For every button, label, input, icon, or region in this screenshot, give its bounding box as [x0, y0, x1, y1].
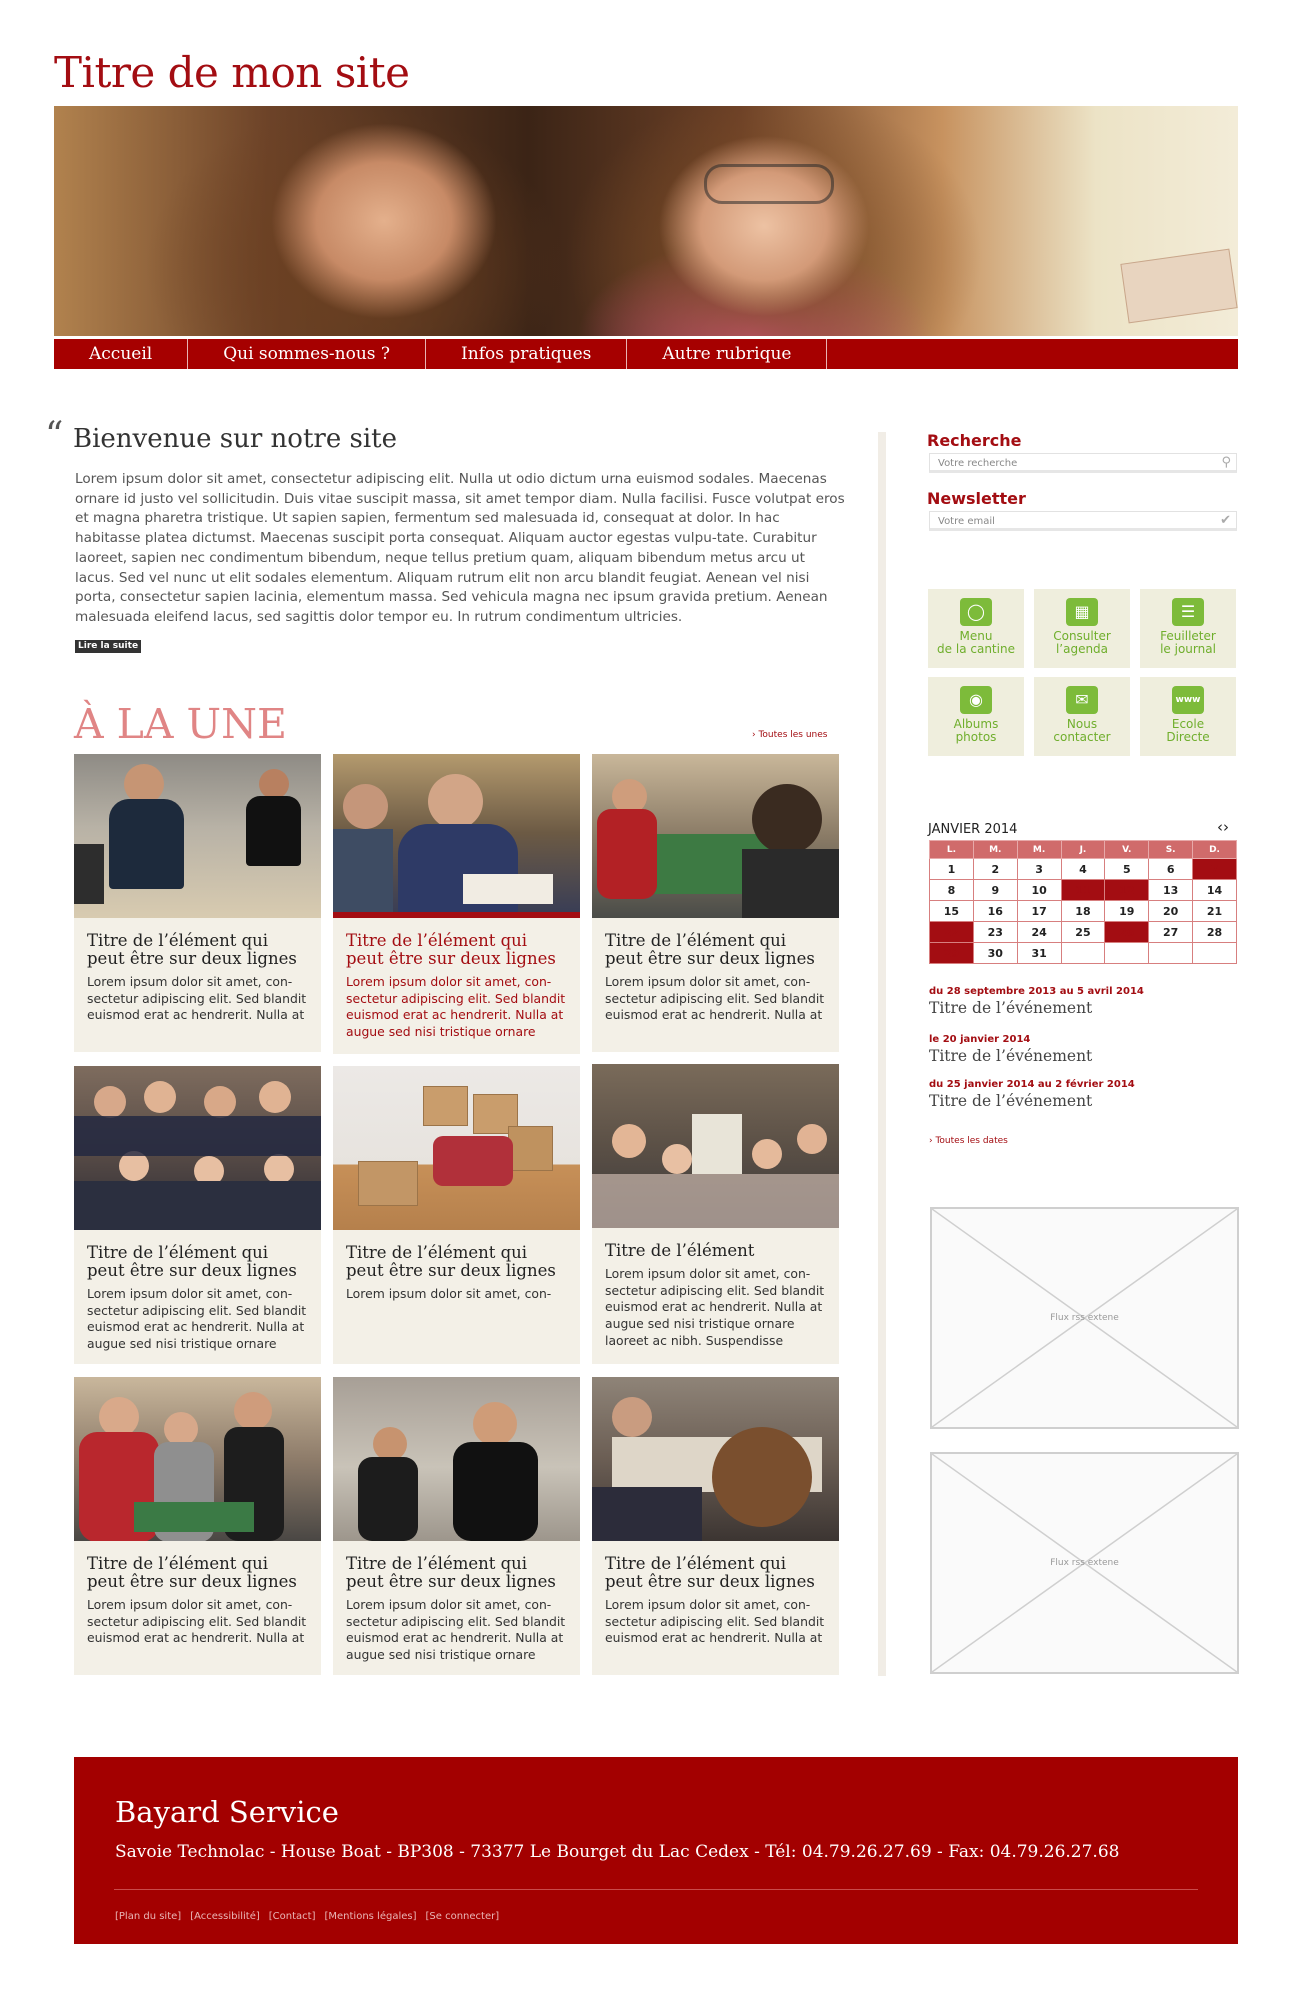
- www-icon: www: [1172, 686, 1204, 714]
- news-card[interactable]: [592, 1064, 839, 1364]
- banner-glasses-detail: [704, 164, 834, 204]
- footer-title: Bayard Service: [115, 1795, 339, 1829]
- calendar-day[interactable]: 11: [1061, 880, 1105, 901]
- journal-icon: ☰: [1172, 598, 1204, 626]
- column-divider: [878, 432, 886, 1676]
- calendar-day[interactable]: 16: [973, 901, 1017, 922]
- tile-agenda[interactable]: [1034, 589, 1130, 668]
- calendar-day-header: S.: [1149, 841, 1193, 859]
- tile-label: Feuilleter le journal: [1160, 629, 1216, 656]
- check-icon[interactable]: ✔: [1220, 513, 1231, 528]
- card-text: Lorem ipsum dolor sit amet, con-: [346, 1286, 552, 1301]
- calendar-day[interactable]: 17: [1017, 901, 1061, 922]
- site-title[interactable]: Titre de mon site: [54, 48, 410, 97]
- calendar-day[interactable]: 23: [973, 922, 1017, 943]
- calendar-day[interactable]: 9: [973, 880, 1017, 901]
- calendar-day[interactable]: 5: [1105, 859, 1149, 880]
- calendar-empty-cell: [1105, 943, 1149, 964]
- welcome-text: Lorem ipsum dolor sit amet, consectetur adipiscing elit. Nulla ut odio dictum urna euismod sodales. Maecenas ornare id justo vel sollicitudin. Duis vitae suscipit massa, sit amet tempor diam. Nulla facilisi. Fusce volutpat eros et magna pharetra tristique. Ut sapien sapien, fermentum sed malesuada id, consequat at dolor. In hac habitasse platea dictumst. Maecenas suscipit porta consequat. Aliquam auctor egestas vulpu-tate. Curabitur laoreet, sapien nec condimentum bibendum, neque tellus pretium quam, aliquam bibendum metus arcu ut lacus. Sed vel nunc ut elit sodales elementum. Aliquam rutrum elit non arcu blandit feugiat. Aenean vel nisi porta, consectetur sapien lacinia, elementum massa. Sed vehicula magna nec ipsum gravida pretium. Aenean malesuada eleifend lacus, sed sagittis dolor tempor eu. In rutrum condimentum ultricies.: [75, 471, 845, 625]
- calendar-empty-cell: [1061, 943, 1105, 964]
- news-card[interactable]: [592, 754, 839, 1052]
- read-more-button[interactable]: Lire la suite: [75, 640, 141, 653]
- nav-item-autre-rubrique[interactable]: Autre rubrique: [627, 339, 827, 369]
- newsletter-placeholder: Votre email: [938, 516, 995, 527]
- search-icon[interactable]: ⚲: [1221, 455, 1231, 470]
- card-text: Lorem ipsum dolor sit amet, con-sectetur adipiscing elit. Sed blandit euismod erat ac hendrerit. Nulla at augue sed nisi tristique ornare: [346, 974, 566, 1040]
- calendar-day[interactable]: 6: [1149, 859, 1193, 880]
- camera-icon: ◉: [960, 686, 992, 714]
- calendar-day[interactable]: 26: [1105, 922, 1149, 943]
- card-photo: [333, 754, 580, 918]
- rss-feed-placeholder: [930, 1207, 1239, 1429]
- footer-address: Savoie Technolac - House Boat - BP308 - 73377 Le Bourget du Lac Cedex - Tél: 04.79.26.27.69 - Fax: 04.79.26.27.68: [115, 1842, 1120, 1862]
- search-input[interactable]: [929, 453, 1237, 473]
- calendar-day-header: J.: [1061, 841, 1105, 859]
- calendar-day[interactable]: 8: [930, 880, 974, 901]
- tile-journal[interactable]: [1140, 589, 1236, 668]
- main-nav: [54, 339, 1238, 369]
- rss-feed-placeholder: [930, 1452, 1239, 1674]
- card-title: Titre de l’élément: [605, 1241, 755, 1260]
- tile-label: Consulter l’agenda: [1053, 629, 1111, 656]
- welcome-title: Bienvenue sur notre site: [73, 424, 397, 454]
- quote-icon: “: [45, 415, 64, 456]
- card-photo: [74, 1377, 321, 1541]
- calendar-day[interactable]: 25: [1061, 922, 1105, 943]
- event-date: du 25 janvier 2014 au 2 février 2014: [929, 1079, 1135, 1090]
- calendar-day[interactable]: 27: [1149, 922, 1193, 943]
- calendar-day-header: D.: [1193, 841, 1237, 859]
- card-photo: [333, 1377, 580, 1541]
- tile-label: Albums photos: [953, 717, 999, 744]
- card-text: Lorem ipsum dolor sit amet, con-sectetur adipiscing elit. Sed blandit euismod erat ac hendrerit. Nulla at augue sed nisi tristique ornare: [87, 1286, 307, 1352]
- calendar-prev-icon[interactable]: ‹: [1217, 818, 1223, 836]
- footer-divider: [114, 1889, 1198, 1890]
- calendar-day[interactable]: 15: [930, 901, 974, 922]
- cutlery-icon: ◯: [960, 598, 992, 626]
- all-une-link[interactable]: › Toutes les unes: [752, 730, 828, 740]
- card-title: Titre de l’élément qui peut être sur deux lignes: [605, 931, 815, 968]
- card-text: Lorem ipsum dolor sit amet, con-sectetur adipiscing elit. Sed blandit euismod erat ac hendrerit. Nulla at augue sed nisi tristique ornare laoreet ac nibh. Suspendisse: [605, 1266, 825, 1348]
- calendar-day[interactable]: 3: [1017, 859, 1061, 880]
- nav-item-qui-sommes-nous[interactable]: Qui sommes-nous ?: [188, 339, 426, 369]
- calendar-day[interactable]: 4: [1061, 859, 1105, 880]
- calendar-day[interactable]: 30: [973, 943, 1017, 964]
- nav-item-infos-pratiques[interactable]: Infos pratiques: [426, 339, 627, 369]
- card-photo: [74, 1066, 321, 1230]
- calendar-day-header: M.: [973, 841, 1017, 859]
- tile-albums-photos[interactable]: [928, 677, 1024, 756]
- card-photo: [592, 1064, 839, 1228]
- calendar-nav: [1217, 818, 1229, 836]
- calendar-day[interactable]: 24: [1017, 922, 1061, 943]
- calendar-day[interactable]: 1: [930, 859, 974, 880]
- news-card[interactable]: [333, 754, 580, 1054]
- calendar-day[interactable]: 31: [1017, 943, 1061, 964]
- calendar-title: JANVIER 2014: [928, 822, 1018, 837]
- nav-item-accueil[interactable]: Accueil: [54, 339, 188, 369]
- rss-label: Flux rss extene: [1050, 1558, 1119, 1568]
- search-placeholder: Votre recherche: [938, 458, 1018, 469]
- calendar-empty-cell: [1193, 943, 1237, 964]
- all-dates-link[interactable]: › Toutes les dates: [929, 1136, 1008, 1146]
- news-card[interactable]: [333, 1377, 580, 1675]
- news-card[interactable]: [333, 1066, 580, 1364]
- tile-contact[interactable]: [1034, 677, 1130, 756]
- calendar-day[interactable]: 2: [973, 859, 1017, 880]
- calendar-day[interactable]: 22: [930, 922, 974, 943]
- newsletter-email-input[interactable]: [929, 511, 1237, 531]
- tile-label: Menu de la cantine: [937, 629, 1015, 656]
- news-card[interactable]: [74, 754, 321, 1052]
- card-photo: [333, 1066, 580, 1230]
- header-banner-photo: [54, 106, 1238, 336]
- card-title: Titre de l’élément qui peut être sur deux lignes: [605, 1554, 815, 1591]
- calendar-day[interactable]: 13: [1149, 880, 1193, 901]
- card-title: Titre de l’élément qui peut être sur deux lignes: [87, 1243, 297, 1280]
- calendar-next-icon[interactable]: ›: [1223, 818, 1229, 836]
- calendar-empty-cell: [1149, 943, 1193, 964]
- tile-ecole-directe[interactable]: [1140, 677, 1236, 756]
- news-card[interactable]: [592, 1377, 839, 1675]
- search-label: Recherche: [927, 431, 1022, 450]
- card-photo: [74, 754, 321, 918]
- calendar-day[interactable]: 28: [1193, 922, 1237, 943]
- event-title[interactable]: Titre de l’événement: [929, 999, 1093, 1017]
- card-title: Titre de l’élément qui peut être sur deux lignes: [87, 931, 297, 968]
- card-text: Lorem ipsum dolor sit amet, con-sectetur adipiscing elit. Sed blandit euismod erat ac hendrerit. Nulla at: [605, 974, 825, 1023]
- card-title: Titre de l’élément qui peut être sur deux lignes: [87, 1554, 297, 1591]
- calendar-day[interactable]: 10: [1017, 880, 1061, 901]
- envelope-icon: ✉: [1066, 686, 1098, 714]
- card-text: Lorem ipsum dolor sit amet, con-sectetur adipiscing elit. Sed blandit euismod erat ac hendrerit. Nulla at augue sed nisi tristique ornare: [346, 1597, 566, 1663]
- calendar-day[interactable]: 14: [1193, 880, 1237, 901]
- card-text: Lorem ipsum dolor sit amet, con-sectetur adipiscing elit. Sed blandit euismod erat ac hendrerit. Nulla at: [605, 1597, 825, 1646]
- event-date: le 20 janvier 2014: [929, 1034, 1031, 1045]
- calendar-day[interactable]: 12: [1105, 880, 1149, 901]
- calendar-day[interactable]: 21: [1193, 901, 1237, 922]
- card-photo: [592, 754, 839, 918]
- banner-paper-detail: [1120, 249, 1237, 324]
- news-card[interactable]: [74, 1377, 321, 1675]
- footer: [74, 1757, 1238, 1944]
- calendar-day-header: V.: [1105, 841, 1149, 859]
- event-title[interactable]: Titre de l’événement: [929, 1047, 1093, 1065]
- footer-link-se-connecter[interactable]: [Se connecter]: [425, 1911, 500, 1922]
- newsletter-label: Newsletter: [927, 489, 1026, 508]
- footer-link-contact[interactable]: [Contact]: [268, 1911, 316, 1922]
- card-title: Titre de l’élément qui peut être sur deux lignes: [346, 1243, 556, 1280]
- calendar-day-header: M.: [1017, 841, 1061, 859]
- card-text: Lorem ipsum dolor sit amet, con-sectetur adipiscing elit. Sed blandit euismod erat ac hendrerit. Nulla at: [87, 1597, 307, 1646]
- calendar-day[interactable]: 18: [1061, 901, 1105, 922]
- news-card[interactable]: [74, 1066, 321, 1364]
- footer-link-accessibilite[interactable]: [Accessibilité]: [190, 1911, 260, 1922]
- event-title[interactable]: Titre de l’événement: [929, 1092, 1093, 1110]
- card-title: Titre de l’élément qui peut être sur deux lignes: [346, 931, 556, 968]
- card-title: Titre de l’élément qui peut être sur deux lignes: [346, 1554, 556, 1591]
- event-date: du 28 septembre 2013 au 5 avril 2014: [929, 986, 1144, 997]
- calendar-day[interactable]: 19: [1105, 901, 1149, 922]
- calendar-day[interactable]: 20: [1149, 901, 1193, 922]
- calendar-day[interactable]: 7: [1193, 859, 1237, 880]
- calendar-grid: [929, 840, 1237, 964]
- card-photo: [592, 1377, 839, 1541]
- calendar-day[interactable]: 29: [930, 943, 974, 964]
- calendar-day-header: L.: [930, 841, 974, 859]
- calendar-icon: ▦: [1066, 598, 1098, 626]
- tile-label: Ecole Directe: [1166, 717, 1210, 744]
- tile-menu-cantine[interactable]: [928, 589, 1024, 668]
- footer-links: [115, 1911, 499, 1922]
- rss-label: Flux rss extene: [1050, 1313, 1119, 1323]
- footer-link-mentions-legales[interactable]: [Mentions légales]: [324, 1911, 417, 1922]
- footer-link-plan-du-site[interactable]: [Plan du site]: [115, 1911, 182, 1922]
- card-text: Lorem ipsum dolor sit amet, con-sectetur adipiscing elit. Sed blandit euismod erat ac hendrerit. Nulla at: [87, 974, 307, 1023]
- tile-label: Nous contacter: [1053, 717, 1111, 744]
- une-section-title: À LA UNE: [74, 700, 287, 748]
